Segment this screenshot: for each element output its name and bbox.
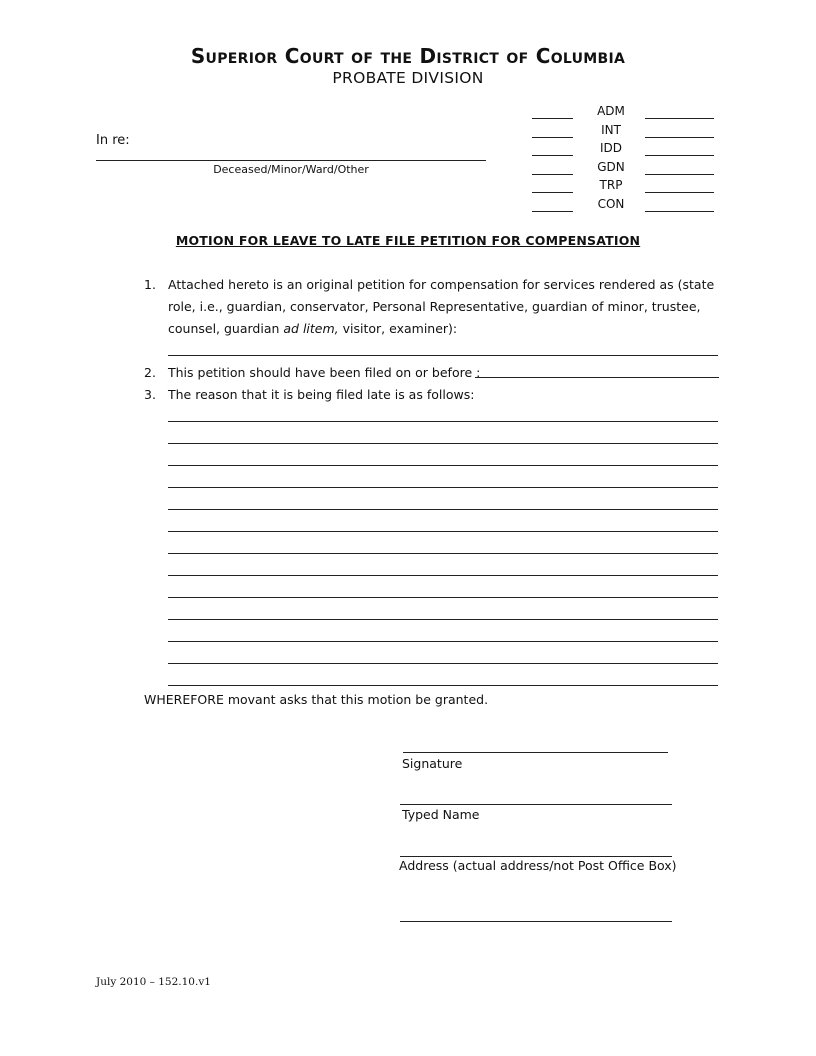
- reason-line[interactable]: [168, 641, 718, 642]
- item-1-number: 1.: [144, 277, 156, 292]
- case-type-right-field[interactable]: [645, 118, 714, 119]
- item-1-text-line2: role, i.e., guardian, conservator, Personal Representative, guardian of minor, trustee,: [168, 299, 701, 314]
- signature-field[interactable]: [403, 752, 668, 753]
- case-type-label: INT: [601, 122, 621, 137]
- typed-name-field[interactable]: [400, 804, 672, 805]
- item-1-text-ad-litem: ad litem,: [283, 321, 339, 336]
- case-type-row-gdn: [532, 160, 714, 179]
- item-1-text-line3: [168, 318, 457, 340]
- court-name: Superior Court of the District of Columbia: [190, 44, 626, 68]
- in-re-label: In re:: [96, 133, 130, 148]
- item-3-text: The reason that it is being filed late is as follows:: [168, 387, 475, 402]
- item-2-text: This petition should have been filed on or before :: [168, 365, 481, 380]
- address-line-2-field[interactable]: [400, 921, 672, 922]
- case-type-left-field[interactable]: [532, 192, 573, 193]
- case-type-label: CON: [597, 196, 625, 211]
- reason-line[interactable]: [168, 443, 718, 444]
- item-1-text-line1: Attached hereto is an original petition for compensation for services rendered as (state: [168, 277, 715, 292]
- motion-title: MOTION FOR LEAVE TO LATE FILE PETITION FOR COMPENSATION: [175, 233, 641, 248]
- case-type-label: TRP: [599, 178, 623, 193]
- reason-line[interactable]: [168, 597, 718, 598]
- form-version-footer: July 2010 – 152.10.v1: [96, 976, 211, 988]
- reason-line[interactable]: [168, 465, 718, 466]
- in-re-sublabel: Deceased/Minor/Ward/Other: [213, 163, 369, 176]
- case-type-row-int: [532, 123, 714, 142]
- division-name: PROBATE DIVISION: [332, 69, 484, 87]
- case-type-codes: [532, 104, 714, 216]
- case-type-row-idd: [532, 141, 714, 160]
- reason-line[interactable]: [168, 531, 718, 532]
- role-answer-field[interactable]: [168, 355, 718, 356]
- reason-line[interactable]: [168, 663, 718, 664]
- case-type-left-field[interactable]: [532, 137, 573, 138]
- item-1-text-part-b: visitor, examiner):: [338, 321, 458, 336]
- reason-line[interactable]: [168, 487, 718, 488]
- case-type-right-field[interactable]: [645, 174, 714, 175]
- item-1-text-part-a: counsel, guardian: [168, 321, 284, 336]
- item-3-number: 3.: [144, 387, 156, 402]
- case-type-right-field[interactable]: [645, 211, 714, 212]
- case-type-row-con: [532, 197, 714, 216]
- address-label: Address (actual address/not Post Office Box): [399, 858, 677, 873]
- case-type-left-field[interactable]: [532, 211, 573, 212]
- reason-line[interactable]: [168, 421, 718, 422]
- reason-line[interactable]: [168, 553, 718, 554]
- case-type-left-field[interactable]: [532, 155, 573, 156]
- case-type-right-field[interactable]: [645, 155, 714, 156]
- case-type-row-trp: [532, 178, 714, 197]
- case-type-label: IDD: [599, 141, 623, 156]
- due-date-field[interactable]: [475, 377, 719, 378]
- case-type-label: ADM: [597, 104, 625, 118]
- address-field[interactable]: [400, 856, 672, 857]
- case-type-left-field[interactable]: [532, 174, 573, 175]
- case-type-left-field[interactable]: [532, 118, 573, 119]
- typed-name-label: Typed Name: [402, 807, 480, 822]
- case-type-label: GDN: [597, 159, 625, 174]
- case-type-row-adm: [532, 104, 714, 123]
- reason-line[interactable]: [168, 685, 718, 686]
- reason-line[interactable]: [168, 619, 718, 620]
- signature-label: Signature: [402, 756, 463, 771]
- in-re-name-field[interactable]: [96, 160, 486, 161]
- item-2-number: 2.: [144, 365, 156, 380]
- case-type-right-field[interactable]: [645, 137, 714, 138]
- reason-line[interactable]: [168, 509, 718, 510]
- reason-line[interactable]: [168, 575, 718, 576]
- case-type-right-field[interactable]: [645, 192, 714, 193]
- wherefore-clause: WHEREFORE movant asks that this motion be granted.: [144, 692, 489, 707]
